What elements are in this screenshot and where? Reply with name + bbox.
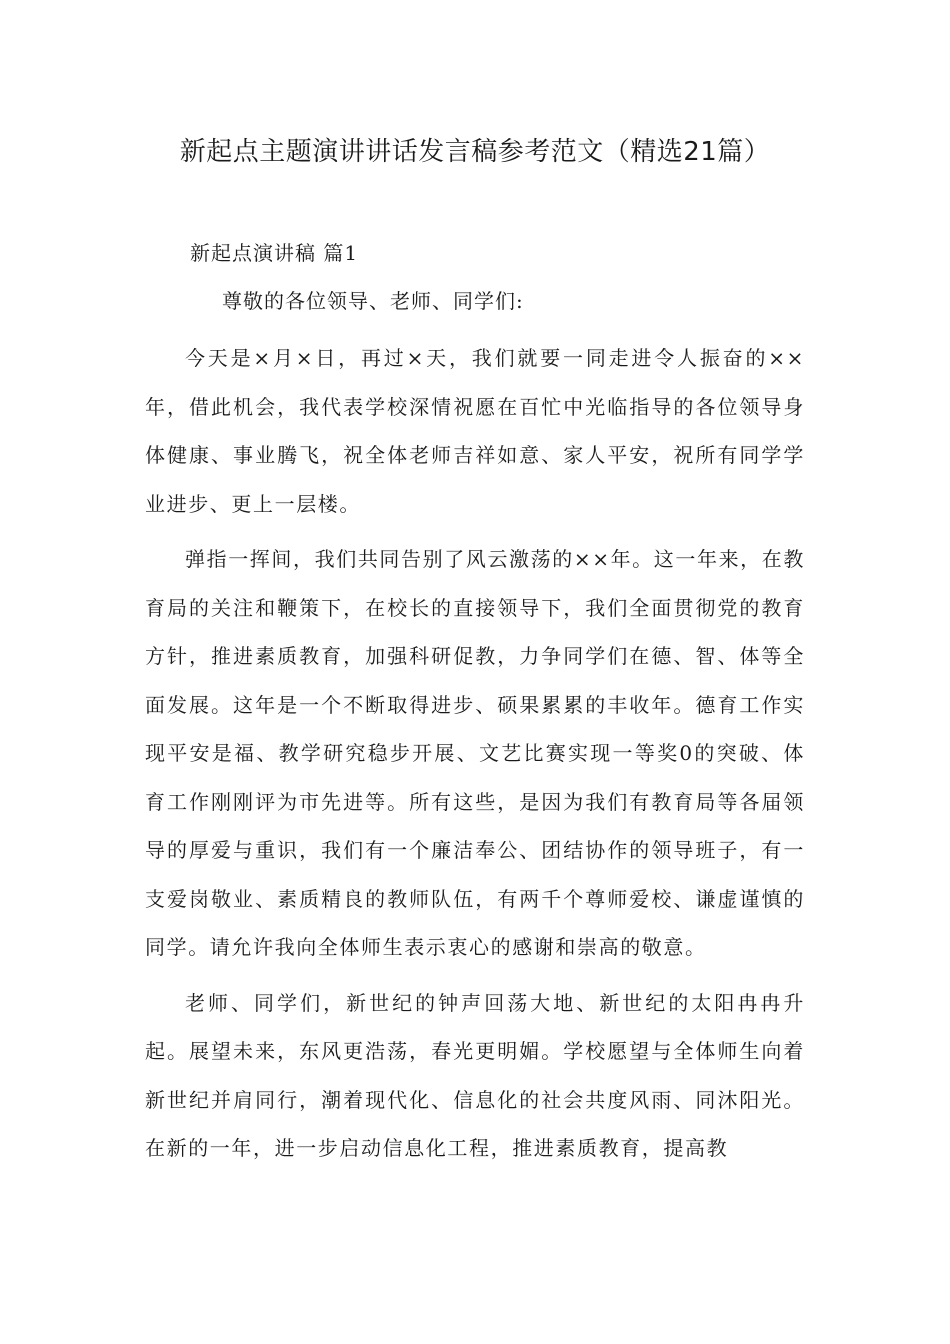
document-title: 新起点主题演讲讲话发言稿参考范文（精选21篇） bbox=[179, 137, 771, 167]
body-paragraph: 老师、同学们，新世纪的钟声回荡大地、新世纪的太阳冉冉升起。展望未来，东风更浩荡，春光更明媚。学校愿望与全体师生向着新世纪并肩同行，潮着现代化、信息化的社会共度风雨、同沐阳光。在新的一年，进一步启动信息化工程，推进素质教育，提高教 bbox=[145, 990, 805, 1160]
section-heading: 新起点演讲稿 篇1 bbox=[190, 241, 359, 265]
salutation: 尊敬的各位领导、老师、同学们: bbox=[222, 289, 524, 313]
body-paragraph: 今天是×月×日，再过×天，我们就要一同走进令人振奋的××年，借此机会，我代表学校深情祝愿在百忙中光临指导的各位领导身体健康、事业腾飞，祝全体老师吉祥如意、家人平安，祝所有同学学业进步、更上一层楼。 bbox=[145, 346, 805, 516]
body-paragraph: 弹指一挥间，我们共同告别了风云激荡的××年。这一年来，在教育局的关注和鞭策下，在校长的直接领导下，我们全面贯彻党的教育方针，推进素质教育，加强科研促教，力争同学们在德、智、体等全面发展。这年是一个不断取得进步、硕果累累的丰收年。德育工作实现平安是福、教学研究稳步开展、文艺比赛实现一等奖0的突破、体育工作刚刚评为市先进等。所有这些，是因为我们有教育局等各届领导的厚爱与重识，我们有一个廉洁奉公、团结协作的领导班子，有一支爱岗敬业、素质精良的教师队伍，有两千个尊师爱校、谦虚谨慎的同学。请允许我向全体师生表示衷心的感谢和崇高的敬意。 bbox=[145, 547, 805, 959]
document-body bbox=[145, 334, 805, 1173]
